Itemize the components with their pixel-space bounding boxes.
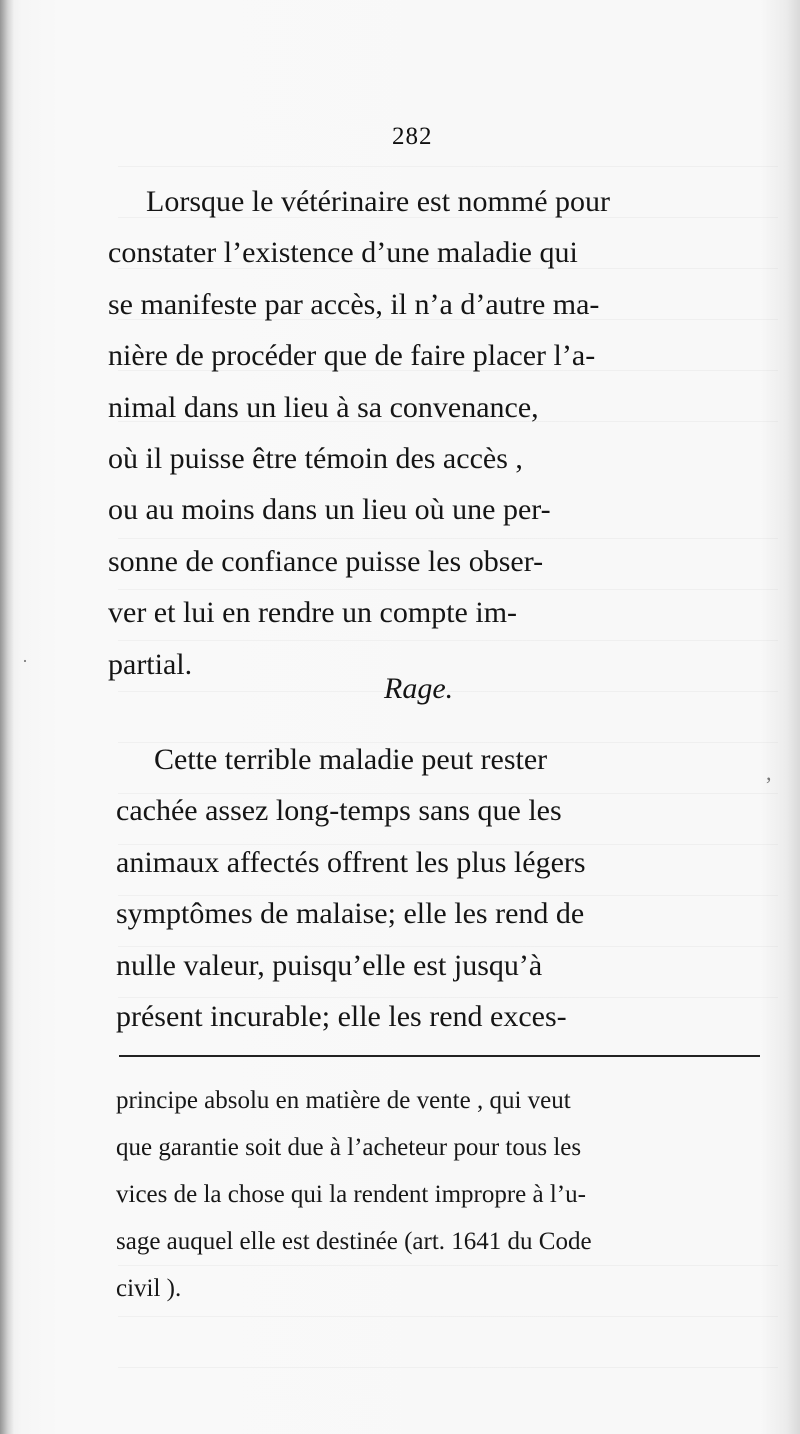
second-paragraph — [116, 735, 762, 1043]
main-paragraph-line: où il puisse être témoin des accès , — [108, 441, 523, 475]
margin-mark: · — [22, 651, 28, 671]
main-paragraph — [108, 176, 760, 690]
footnote-line: que garantie soit due à l’acheteur pour tous les — [116, 1134, 582, 1161]
footnote-line: civil ). — [116, 1275, 182, 1302]
margin-mark: , — [766, 760, 772, 785]
page-number: 282 — [392, 123, 433, 150]
main-paragraph-line: sonne de confiance puisse les obser- — [108, 544, 544, 578]
second-paragraph-line: Cette terrible maladie peut rester — [154, 743, 548, 776]
main-paragraph-line: partial. — [108, 647, 193, 681]
main-paragraph-line: constater l’existence d’une maladie qui — [108, 236, 578, 270]
footnote-separator — [119, 1055, 760, 1057]
footnote-block — [116, 1077, 762, 1312]
main-paragraph-line: Lorsque le vétérinaire est nommé pour — [146, 185, 611, 218]
footnote-line: vices de la chose qui la rendent impropre à l’u- — [116, 1181, 586, 1208]
second-paragraph-line: présent incurable; elle les rend exces- — [116, 999, 567, 1033]
second-paragraph-line: cachée assez long-temps sans que les — [116, 794, 562, 828]
second-paragraph-line: symptômes de malaise; elle les rend de — [116, 897, 585, 931]
footnote-line: sage auquel elle est destinée (art. 1641 du Code — [116, 1228, 592, 1255]
section-heading: Rage. — [384, 672, 454, 705]
show-through-line — [118, 1343, 778, 1368]
main-paragraph-line: ver et lui en rendre un compte im- — [108, 596, 518, 630]
page-gutter-shadow — [0, 0, 14, 1434]
main-paragraph-line: se manifeste par accès, il n’a d’autre ma- — [108, 287, 600, 321]
second-paragraph-line: nulle valeur, puisqu’elle est jusqu’à — [116, 948, 543, 982]
main-paragraph-line: nière de procéder que de faire placer l’a- — [108, 339, 596, 373]
footnote-line: principe absolu en matière de vente , qui veut — [116, 1087, 571, 1114]
second-paragraph-line: animaux affectés offrent les plus légers — [116, 845, 586, 879]
main-paragraph-line: ou au moins dans un lieu où une per- — [108, 493, 551, 527]
main-paragraph-line: nimal dans un lieu à sa convenance, — [108, 390, 539, 424]
